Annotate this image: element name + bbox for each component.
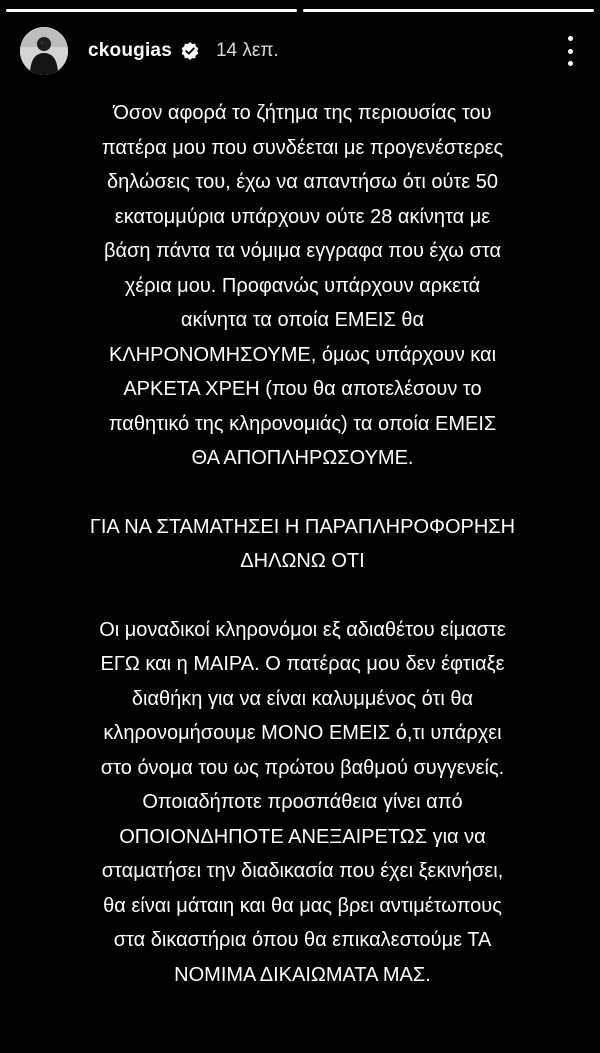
story-line: ΟΠΟΙΟΝΔΗΠΟΤΕ ΑΝΕΞΑΙΡΕΤΩΣ για να [119,825,486,848]
story-progress-fill-1 [6,9,297,12]
story-line: ΝΟΜΙΜΑ ΔΙΚΑΙΩΜΑΤΑ ΜΑΣ. [174,963,431,986]
story-line: στο όνομα του ως πρώτου βαθμού συγγενείς. [100,756,505,779]
story-line: διαθήκη για να είναι καλυμμένος ότι θα [131,687,474,710]
story-line: δηλώσεις του, έχω να απαντήσω ότι ούτε 50 [106,171,499,193]
vertical-ellipsis-icon [568,49,573,54]
story-paragraph-3 [40,613,565,993]
story-paragraph-1 [40,96,565,476]
story-line: Οι μοναδικοί κληρονόμοι εξ αδιαθέτου είμαστε [99,618,506,641]
story-line: στα δικαστήρια όπου θα επικαλεστούμε ΤΑ [113,929,492,951]
vertical-ellipsis-icon [568,36,573,41]
story-progress-segment-2 [303,9,594,12]
username-link[interactable]: ckougias [88,40,172,61]
story-line: ΓΙΑ ΝΑ ΣΤΑΜΑΤΗΣΕΙ Η ΠΑΡΑΠΛΗΡΟΦΟΡΗΣΗ [89,515,516,538]
story-line: ΕΓΩ και η ΜΑΙΡΑ. Ο πατέρας μου δεν έφτιαξε [100,653,505,675]
story-line: σταματήσει την διαδικασία που έχει ξεκινήσει, [101,860,504,882]
story-line: ΘΑ ΑΠΟΠΛΗΡΩΣΟΥΜΕ. [191,447,414,469]
vertical-ellipsis-icon [568,61,573,66]
story-line: πατέρα μου που συνδέεται με προγενέστερες [101,136,504,159]
story-line: παθητικό της κληρονομιάς) τα οποία ΕΜΕΙΣ [108,412,497,435]
avatar-image [20,27,68,75]
story-line: θα είναι μάταιη και θα μας βρει αντιμέτωπους [103,894,502,917]
story-line: Οποιαδήποτε προσπάθεια γίνει από [142,791,463,813]
story-line: εκατομμύρια υπάρχουν ούτε 28 ακίνητα με [114,205,491,228]
avatar[interactable] [20,27,68,75]
post-time: 14 λεπ. [215,40,279,61]
story-paragraph-2 [40,510,565,579]
verified-badge-icon [180,41,200,61]
story-line: ΑΡΚΕΤΑ ΧΡΕΗ (που θα αποτελέσουν το [123,378,482,400]
story-line: ακίνητα τα οποία ΕΜΕΙΣ θα [180,309,425,331]
more-options-button[interactable] [560,36,580,66]
story-line: Όσον αφορά το ζήτημα της περιουσίας του [113,102,492,124]
story-text [40,96,565,992]
story-line: χέρια μου. Προφανώς υπάρχουν αρκετά [124,274,481,297]
story-line: ΔΗΛΩΝΩ ΟΤΙ [240,550,365,572]
story-line: ΚΛΗΡΟΝΟΜΗΣΟΥΜΕ, όμως υπάρχουν και [108,343,497,366]
story-progress-fill-2 [303,9,594,12]
story-header [20,26,580,76]
story-progress-bar [6,9,594,12]
story-line: κληρονομήσουμε ΜΟΝΟ ΕΜΕΙΣ ό,τι υπάρχει [103,722,502,744]
story-progress-segment-1 [6,9,297,12]
story-line: βάση πάντα τα νόμιμα εγγραφα που έχω στα [103,240,502,262]
